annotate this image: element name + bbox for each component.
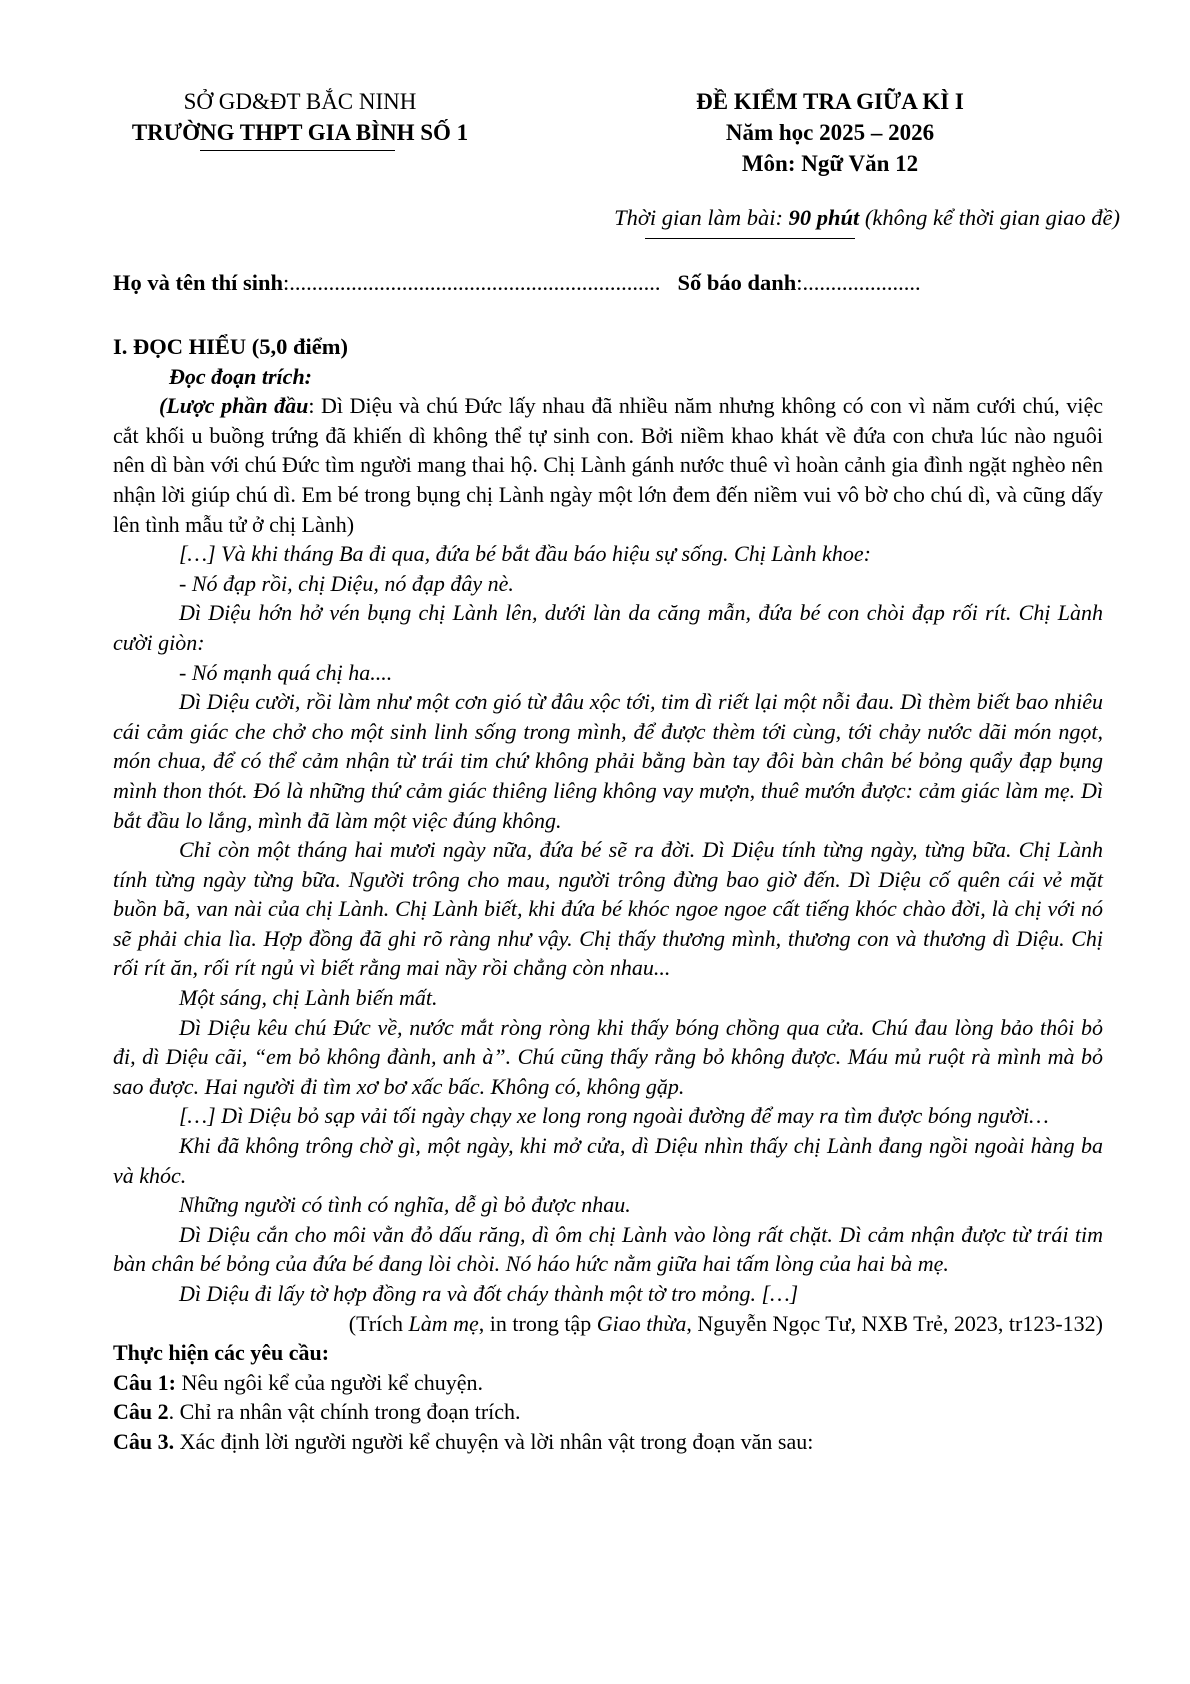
header-left <box>110 86 490 148</box>
section-title: I. ĐỌC HIỂU (5,0 điểm) <box>113 334 348 359</box>
passage-dialogue: - Nó đạp rồi, chị Diệu, nó đạp đây nè. <box>179 570 514 596</box>
source-collection: Giao thừa <box>596 1310 687 1336</box>
school-year: Năm học 2025 – 2026 <box>725 120 935 145</box>
exam-title: ĐỀ KIỂM TRA GIỮA KÌ I <box>696 89 964 114</box>
source-citation: (Trích Làm mẹ, in trong tập Giao thừa, Nguyễn Ngọc Tư, NXB Trẻ, 2023, tr123-132) <box>348 1310 1103 1336</box>
question-2: Câu 2. Chỉ ra nhân vật chính trong đoạn trích. <box>113 1399 521 1425</box>
reading-section <box>113 332 1103 1457</box>
school-name: TRƯỜNG THPT GIA BÌNH SỐ 1 <box>131 120 469 145</box>
student-id-field: :..................... <box>796 270 921 295</box>
section-subtitle: Đọc đoạn trích: <box>169 363 312 389</box>
passage-paragraph: Dì Diệu cắn cho môi vằn đỏ dấu răng, dì ôm chị Lành vào lòng rất chặt. Dì cảm nhận được từ trái tim bàn chân bé bỏng của đứa bé đang lòi chòi. Nó háo hức nằm giữa hai tấm lòng của hai bà mẹ. <box>113 1221 1103 1277</box>
passage-paragraph: […] Dì Diệu bỏ sạp vải tối ngày chạy xe long rong ngoài đường để may ra tìm được bóng người… <box>179 1103 1049 1129</box>
student-name-label: Họ và tên thí sinh <box>113 270 284 295</box>
header-right <box>630 86 1030 179</box>
student-id-label: Số báo danh <box>677 270 797 295</box>
passage-paragraph: […] Và khi tháng Ba đi qua, đứa bé bắt đầu báo hiệu sự sống. Chị Lành khoe: <box>179 541 871 567</box>
source-title: Làm mẹ <box>408 1310 479 1336</box>
student-info <box>113 270 1073 296</box>
passage-dialogue: - Nó mạnh quá chị ha.... <box>179 659 393 685</box>
passage-paragraph: Dì Diệu kêu chú Đức về, nước mắt ròng ròng khi thấy bóng chồng qua cửa. Chú đau lòng bảo thôi bỏ đi, dì Diệu cãi, “em bỏ không đành, anh à”. Chú cũng thấy rằng bỏ không được. Máu mủ ruột rà mình mà bỏ sao được. Hai người đi tìm xơ bơ xấc bấc. Không có, không gặp. <box>113 1014 1103 1099</box>
exam-duration: 90 phút <box>788 205 860 230</box>
requirements-title: Thực hiện các yêu cầu: <box>113 1340 330 1366</box>
summary-paragraph: (Lược phần đầu: Dì Diệu và chú Đức lấy nhau đã nhiều năm nhưng không có con vì năm cưới chú, việc cắt khối u buồng trứng đã khiến dì không thể tự sinh con. Bởi niềm khao khát về đứa con chưa lúc nào nguôi nên dì bàn với chú Đức tìm người mang thai hộ. Chị Lành gánh nước thuê vì hoàn cảnh gia đình ngặt nghèo nên nhận lời giúp chú dì. Em bé trong bụng chị Lành ngày một lớn đem đến niềm vui vô bờ cho chú dì, và cũng dấy lên tình mẫu tử ở chị Lành) <box>113 393 1103 537</box>
passage-paragraph: Những người có tình có nghĩa, dễ gì bỏ được nhau. <box>179 1192 631 1218</box>
question-1: Câu 1: Nêu ngôi kể của người kể chuyện. <box>113 1369 483 1395</box>
question-3: Câu 3. Xác định lời người người kể chuyện và lời nhân vật trong đoạn văn sau: <box>113 1428 814 1454</box>
student-name-field: :.................................................................. <box>283 270 661 295</box>
time-underline <box>645 238 855 239</box>
passage-paragraph: Khi đã không trông chờ gì, một ngày, khi mở cửa, dì Diệu nhìn thấy chị Lành đang ngồi ngoài hàng ba và khóc. <box>113 1133 1103 1188</box>
summary-label: Lược phần đầu <box>166 393 309 419</box>
passage-paragraph: Dì Diệu hớn hở vén bụng chị Lành lên, dưới làn da căng mẫn, đứa bé con chòi đạp rối rít. Chị Lành cười giòn: <box>113 600 1103 655</box>
exam-time: Thời gian làm bài: 90 phút (không kể thời gian giao đề) <box>614 205 1120 230</box>
passage-paragraph: Dì Diệu đi lấy tờ hợp đồng ra và đốt cháy thành một tờ tro mỏng. […] <box>179 1281 799 1306</box>
department-name: SỞ GD&ĐT BẮC NINH <box>183 89 417 114</box>
passage-paragraph: Một sáng, chị Lành biến mất. <box>179 985 438 1011</box>
passage-paragraph: Dì Diệu cười, rồi làm như một cơn gió từ đâu xộc tới, tim dì riết lại một nỗi đau. Dì thèm biết bao nhiêu cái cảm giác che chở cho một sinh linh sống trong mình, để được thèm tới cùng, tới chảy nước dãi món ngọt, món chua, để có thể cảm nhận từ trái tim chứ không phải bằng bàn tay đôi bàn chân bé bỏng quẩy đạp bụng mình thon thót. Đó là những thứ cảm giác thiêng liêng không vay mượn, thuê mướn được: cảm giác làm mẹ. Dì bắt đầu lo lắng, mình đã làm một việc đúng không. <box>113 689 1103 833</box>
header-underline <box>200 150 395 151</box>
subject: Môn: Ngữ Văn 12 <box>741 151 919 176</box>
passage-paragraph: Chỉ còn một tháng hai mươi ngày nữa, đứa bé sẽ ra đời. Dì Diệu tính từng ngày, từng bữa. Chị Lành tính từng ngày từng bữa. Người trông cho mau, người trông đừng bao giờ đến. Dì Diệu cố quên cái vẻ mặt buồn bã, van nài của chị Lành. Chị Lành biết, khi đứa bé khóc ngoe ngoe cất tiếng khóc chào đời, là chị với nó sẽ phải chia lìa. Hợp đồng đã ghi rõ ràng như vậy. Chị thấy thương mình, thương con và thương dì Diệu. Chị rối rít ăn, rối rít ngủ vì biết rằng mai nầy rồi chẳng còn nhau... <box>113 837 1103 981</box>
